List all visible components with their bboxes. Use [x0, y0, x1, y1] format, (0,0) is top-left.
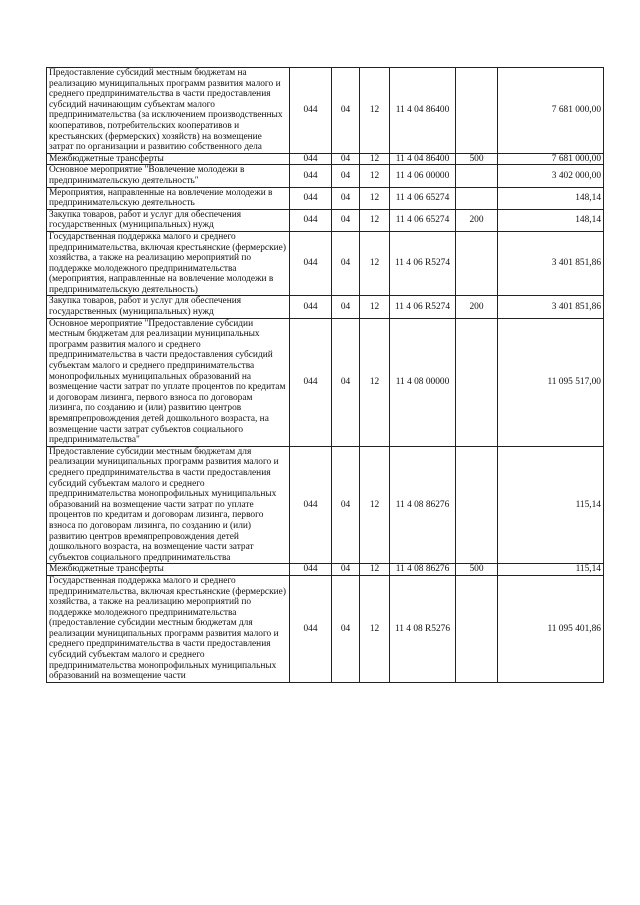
subsection-code-cell: 12: [360, 231, 390, 296]
subsection-code-cell: 12: [360, 209, 390, 231]
row-name-cell: Мероприятия, направленные на вовлечение молодежи в предпринимательскую деятельность: [47, 187, 290, 209]
expense-type-cell: 500: [456, 153, 498, 165]
subsection-code-cell: 12: [360, 296, 390, 318]
subsection-code-cell: 12: [360, 165, 390, 187]
amount-cell: 3 401 851,86: [498, 231, 604, 296]
expense-type-cell: [456, 318, 498, 446]
expense-type-cell: [456, 68, 498, 154]
table-row: [47, 187, 604, 209]
subsection-code-cell: 12: [360, 68, 390, 154]
expense-type-cell: [456, 231, 498, 296]
amount-cell: 148,14: [498, 187, 604, 209]
row-name-cell: Закупка товаров, работ и услуг для обеспечения государственных (муниципальных) нужд: [47, 209, 290, 231]
expense-type-cell: [456, 446, 498, 564]
section-code-cell: 04: [332, 575, 360, 682]
target-article-cell: 11 4 06 R5274: [390, 296, 456, 318]
amount-cell: 115,14: [498, 564, 604, 576]
subsection-code-cell: 12: [360, 318, 390, 446]
amount-cell: 7 681 000,00: [498, 68, 604, 154]
expense-type-cell: [456, 165, 498, 187]
row-name-cell: Основное мероприятие "Вовлечение молодежи в предпринимательскую деятельность": [47, 165, 290, 187]
table-row: [47, 153, 604, 165]
table-body: [47, 68, 604, 683]
section-code-cell: 04: [332, 209, 360, 231]
table-row: [47, 209, 604, 231]
row-name-cell: Межбюджетные трансферты: [47, 153, 290, 165]
amount-cell: 11 095 517,00: [498, 318, 604, 446]
target-article-cell: 11 4 08 R5276: [390, 575, 456, 682]
expense-type-cell: 200: [456, 296, 498, 318]
ministry-code-cell: 044: [290, 318, 332, 446]
section-code-cell: 04: [332, 296, 360, 318]
table-row: [47, 68, 604, 154]
amount-cell: 148,14: [498, 209, 604, 231]
budget-table: [46, 67, 604, 683]
ministry-code-cell: 044: [290, 231, 332, 296]
ministry-code-cell: 044: [290, 153, 332, 165]
ministry-code-cell: 044: [290, 296, 332, 318]
table-row: [47, 318, 604, 446]
expense-type-cell: [456, 187, 498, 209]
ministry-code-cell: 044: [290, 564, 332, 576]
row-name-cell: Предоставление субсидии местным бюджетам для реализации муниципальных программ развития малого и среднего предпринимательства в части предоставления субсидий субъектам малого и среднего предпринимательства монопрофильных муниципальных образований на возмещение части затрат по уплате процентов по кредитам и договорам лизинга, первого взноса по договорам лизинга, по созданию и (или) развитию центров времяпрепровождения детей дошкольного возраста, на возмещение части затрат субъектов социального предпринимательства: [47, 446, 290, 564]
row-name-cell: Государственная поддержка малого и среднего предпринимательства, включая крестьянские (фермерские) хозяйства, а также на реализацию мероприятий по поддержке молодежного предпринимательства (мероприятия, направленные на вовлечение молодежи в предпринимательскую деятельность): [47, 231, 290, 296]
table-row: [47, 446, 604, 564]
target-article-cell: 11 4 06 00000: [390, 165, 456, 187]
section-code-cell: 04: [332, 187, 360, 209]
target-article-cell: 11 4 04 86400: [390, 68, 456, 154]
expense-type-cell: 200: [456, 209, 498, 231]
target-article-cell: 11 4 04 86400: [390, 153, 456, 165]
subsection-code-cell: 12: [360, 153, 390, 165]
table-row: [47, 231, 604, 296]
table-row: [47, 296, 604, 318]
ministry-code-cell: 044: [290, 446, 332, 564]
target-article-cell: 11 4 06 R5274: [390, 231, 456, 296]
section-code-cell: 04: [332, 231, 360, 296]
table-row: [47, 564, 604, 576]
section-code-cell: 04: [332, 153, 360, 165]
ministry-code-cell: 044: [290, 68, 332, 154]
subsection-code-cell: 12: [360, 564, 390, 576]
target-article-cell: 11 4 08 86276: [390, 446, 456, 564]
target-article-cell: 11 4 08 86276: [390, 564, 456, 576]
target-article-cell: 11 4 06 65274: [390, 209, 456, 231]
ministry-code-cell: 044: [290, 209, 332, 231]
row-name-cell: Государственная поддержка малого и среднего предпринимательства, включая крестьянские (фермерские) хозяйства, а также на реализацию мероприятий по поддержке молодежного предпринимательства (предоставление субсидии местным бюджетам для реализации муниципальных программ развития малого и среднего предпринимательства в части предоставления субсидий субъектам малого и среднего предпринимательства монопрофильных муниципальных образований на возмещение части: [47, 575, 290, 682]
amount-cell: 7 681 000,00: [498, 153, 604, 165]
row-name-cell: Основное мероприятие "Предоставление субсидии местным бюджетам для реализации муниципальных программ развития малого и среднего предпринимательства в части предоставления субсидий субъектам малого и среднего предпринимательства монопрофильных муниципальных образований на возмещение части затрат по уплате процентов по кредитам и договорам лизинга, первого взноса по договорам лизинга, по созданию и (или) развитию центров времяпрепровождения детей дошкольного возраста, на возмещение части затрат субъектов социального предпринимательства": [47, 318, 290, 446]
expense-type-cell: [456, 575, 498, 682]
section-code-cell: 04: [332, 68, 360, 154]
target-article-cell: 11 4 08 00000: [390, 318, 456, 446]
row-name-cell: Предоставление субсидий местным бюджетам на реализацию муниципальных программ развития малого и среднего предпринимательства в части предоставления субсидий начинающим субъектам малого предпринимательства (за исключением производственных кооперативов, потребительских кооперативов и крестьянских (фермерских) хозяйств) на возмещение затрат по организации и развитию собственного дела: [47, 68, 290, 154]
table-row: [47, 575, 604, 682]
section-code-cell: 04: [332, 564, 360, 576]
target-article-cell: 11 4 06 65274: [390, 187, 456, 209]
section-code-cell: 04: [332, 165, 360, 187]
ministry-code-cell: 044: [290, 165, 332, 187]
subsection-code-cell: 12: [360, 446, 390, 564]
expense-type-cell: 500: [456, 564, 498, 576]
ministry-code-cell: 044: [290, 575, 332, 682]
subsection-code-cell: 12: [360, 187, 390, 209]
section-code-cell: 04: [332, 446, 360, 564]
ministry-code-cell: 044: [290, 187, 332, 209]
section-code-cell: 04: [332, 318, 360, 446]
amount-cell: 115,14: [498, 446, 604, 564]
amount-cell: 11 095 401,86: [498, 575, 604, 682]
table-row: [47, 165, 604, 187]
subsection-code-cell: 12: [360, 575, 390, 682]
amount-cell: 3 401 851,86: [498, 296, 604, 318]
row-name-cell: Закупка товаров, работ и услуг для обеспечения государственных (муниципальных) нужд: [47, 296, 290, 318]
row-name-cell: Межбюджетные трансферты: [47, 564, 290, 576]
amount-cell: 3 402 000,00: [498, 165, 604, 187]
